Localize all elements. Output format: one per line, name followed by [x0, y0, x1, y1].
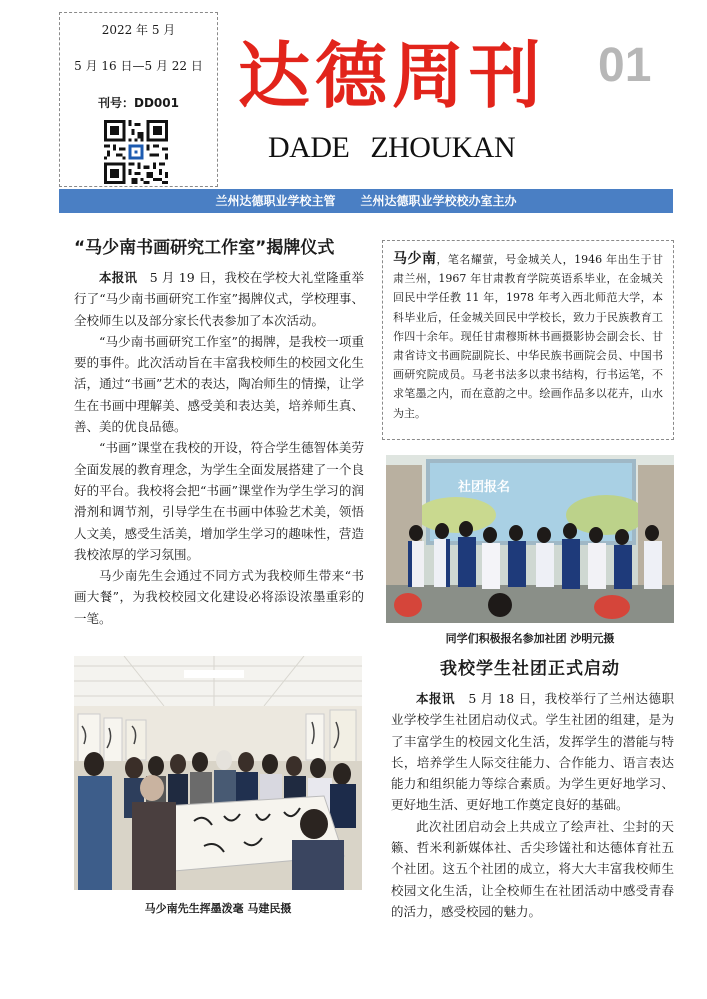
article1-body	[74, 267, 364, 629]
article2-lead-label: 本报讯	[416, 691, 455, 706]
bio-text: ，笔名耀萤，号金城关人，1946 年出生于甘肃兰州，1967 年甘肃教育学院英语系毕业，在金城关回民中学任教 11 年，1978 年考入西北师范大学，本科毕业后，任金城关回民中学校长，致力于民族教育工作四十余年。现任甘肃穆斯林书画摄影协会副会长、甘肃省诗文书画院副院长、中华民族书画院会员、中国书画研究院成员。马老书法多以隶书结构，行书运笔，不求笔墨之内，而在意韵之中。绘画作品多以花卉，山水为主。	[393, 253, 664, 420]
article1-paragraph: “书画”课堂在我校的开设，符合学生德智体美劳全面发展的教育理念，为学生全面发展搭建了一个良好的平台。我校将会把“书画”课堂作为学生学习的润滑剂和调节剂，引导学生在书画中体验艺术美，领悟人文美，感受生活美，增加学生学习的趣味性，营造我校浓厚的学习氛围。	[74, 440, 364, 562]
issue-number: 01	[598, 39, 652, 92]
issue-code: 刊号：DD001	[98, 96, 179, 110]
article2-photo-caption: 同学们积极报名参加社团 沙明元摄	[445, 632, 615, 645]
article1-paragraph: 马少南先生会通过不同方式为我校师生带来“书画大餐”，为我校校园文化建设必将添设浓墨重彩的一笔。	[74, 568, 364, 626]
article2-body	[391, 688, 674, 922]
article1-title: “马少南书画研究工作室”揭牌仪式	[74, 238, 335, 258]
article1-paragraph: 本报讯 5 月 19 日，我校在学校大礼堂隆重举行了“马少南书画研究工作室”揭牌仪式，学校理事、全校师生以及部分家长代表参加了本次活动。	[74, 270, 364, 328]
bio-name: 马少南	[393, 251, 437, 267]
article1-paragraph: “马少南书画研究工作室”的揭牌，是我校一项重要的事件。此次活动旨在丰富我校师生的校园文化生活，通过“书画”艺术的表达，陶冶师生的情操，让学生在书画中理解美、感受美和表达美，培养师生真、善、美的优良品德。	[74, 333, 364, 435]
article2-paragraph: 此次社团启动会上共成立了绘声社、尘封的天籁、哲米利新媒体社、舌尖珍馐社和达德体育社五个社团。这五个社团的成立，将大大丰富我校师生校园文化生活，让全校师生在社团活动中感受青春的活力，感受校园的魅力。	[391, 818, 674, 919]
article2-paragraph: 本报讯 5 月 18 日，我校举行了兰州达德职业学校学生社团启动仪式。学生社团的组建，是为了丰富学生的校园文化生活，发挥学生的潜能与特长，培养学生人际交往能力、合作能力、语言表达能力和组织能力等综合素质。为学生更好地学习、更好地生活、更好地工作奠定良好的基础。	[391, 691, 674, 813]
issue-date-range: 5 月 16 日—5 月 22 日	[74, 59, 203, 73]
masthead-title-en: DADE ZHOUKAN	[268, 131, 516, 164]
screen-text: 社团报名	[458, 480, 511, 495]
bio-box	[382, 240, 674, 440]
publisher-banner: 兰州达德职业学校主管 兰州达德职业学校校办室主办	[59, 189, 673, 213]
issue-month: 2022 年 5 月	[101, 23, 176, 37]
issue-info-box	[59, 12, 218, 187]
article2-title: 我校学生社团正式启动	[440, 659, 620, 679]
masthead-title-cn: 达德周刊	[238, 33, 547, 118]
article1-lead-label: 本报讯	[99, 270, 138, 285]
calligraphy-event-photo	[74, 656, 362, 890]
club-registration-photo	[386, 455, 674, 623]
article1-photo-caption: 马少南先生挥墨泼毫 马建民摄	[144, 902, 292, 915]
qr-code-image	[104, 120, 168, 184]
